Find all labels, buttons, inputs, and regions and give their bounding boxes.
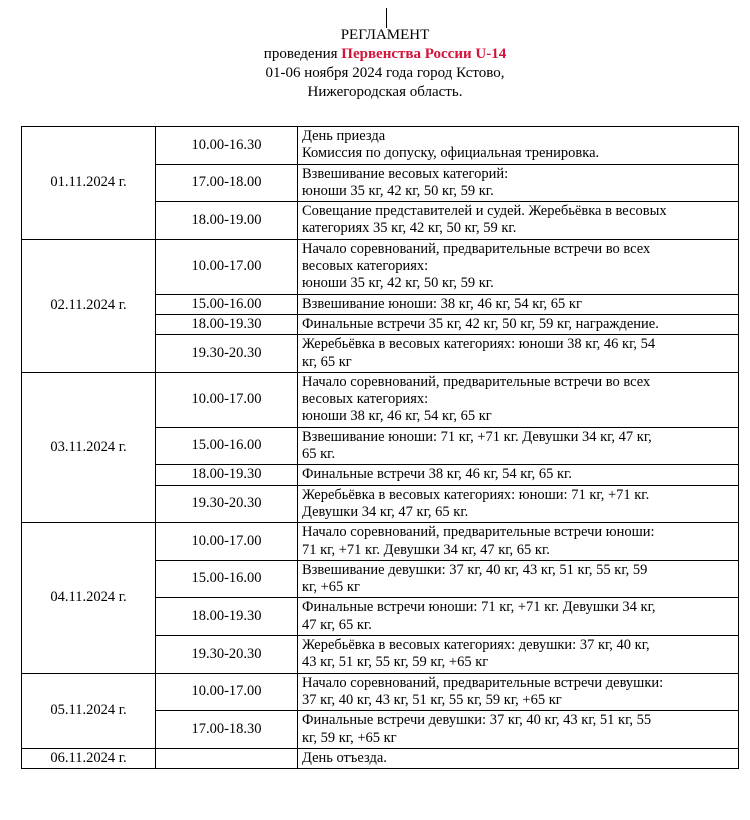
event-cell	[298, 560, 739, 598]
time-cell: 17.00-18.00	[156, 164, 298, 202]
event-cell	[298, 427, 739, 465]
event-cell	[298, 202, 739, 240]
day-date-cell: 03.11.2024 г.	[22, 372, 156, 522]
time-cell: 15.00-16.00	[156, 427, 298, 465]
event-text-line: Финальные встречи 38 кг, 46 кг, 54 кг, 65 кг.	[302, 466, 572, 483]
event-text-line: Финальные встречи юноши: 71 кг, +71 кг. Девушки 34 кг,	[302, 599, 656, 616]
event-text-line: 37 кг, 40 кг, 43 кг, 51 кг, 55 кг, 59 кг, +65 кг	[302, 691, 562, 708]
time-cell: 10.00-16.30	[156, 127, 298, 165]
event-cell	[298, 598, 739, 636]
time-cell: 18.00-19.30	[156, 465, 298, 485]
time-cell: 19.30-20.30	[156, 335, 298, 373]
event-cell	[298, 748, 739, 768]
event-text-line: 43 кг, 51 кг, 55 кг, 59 кг, +65 кг	[302, 654, 489, 671]
event-text-line: 47 кг, 65 кг.	[302, 616, 372, 633]
time-cell: 15.00-16.00	[156, 560, 298, 598]
event-text-line: Жеребьёвка в весовых категориях: юноши 38 кг, 46 кг, 54	[302, 336, 656, 353]
event-text-line: Взвешивание юноши: 71 кг, +71 кг. Девушки 34 кг, 47 кг,	[302, 428, 652, 445]
event-cell	[298, 485, 739, 523]
event-cell	[298, 465, 739, 485]
event-text-line: Начало соревнований, предварительные встречи девушки:	[302, 674, 664, 691]
event-text-line: День приезда	[302, 128, 386, 144]
event-cell	[298, 164, 739, 202]
time-cell: 10.00-17.00	[156, 673, 298, 711]
table-row	[22, 372, 739, 427]
day-date-cell: 04.11.2024 г.	[22, 523, 156, 673]
time-cell: 17.00-18.30	[156, 711, 298, 749]
event-text-line: кг, 59 кг, +65 кг	[302, 729, 397, 746]
time-cell: 19.30-20.30	[156, 636, 298, 674]
event-text-line: Жеребьёвка в весовых категориях: девушки: 37 кг, 40 кг,	[302, 637, 650, 654]
event-cell	[298, 711, 739, 749]
event-text-line: кг, 65 кг	[302, 353, 352, 370]
event-cell	[298, 239, 739, 294]
event-text-line: Финальные встречи 35 кг, 42 кг, 50 кг, 59 кг, награждение.	[302, 315, 659, 332]
table-row	[22, 239, 739, 294]
table-row	[22, 748, 739, 768]
event-text-line: Совещание представителей и судей. Жеребьёвка в весовых	[302, 203, 667, 220]
event-cell	[298, 636, 739, 674]
day-date-cell: 01.11.2024 г.	[22, 127, 156, 240]
event-cell	[298, 372, 739, 427]
event-cell	[298, 127, 739, 165]
time-cell: 10.00-17.00	[156, 239, 298, 294]
event-text-line: весовых категориях:	[302, 258, 429, 275]
event-text-line: кг, +65 кг	[302, 579, 360, 596]
time-cell: 15.00-16.00	[156, 294, 298, 314]
event-text-line: Взвешивание юноши: 38 кг, 46 кг, 54 кг, 65 кг	[302, 295, 582, 312]
event-cell	[298, 673, 739, 711]
schedule-table	[21, 126, 739, 769]
time-cell: 10.00-17.00	[156, 523, 298, 561]
event-text-line: Взвешивание весовых категорий:	[302, 165, 509, 182]
subtitle-prefix: проведения	[263, 46, 342, 62]
event-cell	[298, 523, 739, 561]
day-date-cell: 06.11.2024 г.	[22, 748, 156, 768]
event-text-line: Комиссия по допуску, официальная тренировка.	[302, 145, 600, 162]
dates-city: 01-06 ноября 2024 года город Кстово,	[265, 65, 505, 81]
championship-name: Первенства России U-14	[341, 46, 507, 62]
text-cursor	[386, 8, 387, 28]
time-cell: 10.00-17.00	[156, 372, 298, 427]
time-cell: 18.00-19.00	[156, 202, 298, 240]
event-text-line: День отъезда.	[302, 749, 387, 766]
event-text-line: Жеребьёвка в весовых категориях: юноши: 71 кг, +71 кг.	[302, 486, 650, 503]
time-cell: 18.00-19.30	[156, 314, 298, 334]
time-cell: 18.00-19.30	[156, 598, 298, 636]
event-cell	[298, 314, 739, 334]
event-cell	[298, 335, 739, 373]
time-cell: 19.30-20.30	[156, 485, 298, 523]
event-text-line: Финальные встречи девушки: 37 кг, 40 кг, 43 кг, 51 кг, 55	[302, 712, 652, 729]
event-text-line: весовых категориях:	[302, 391, 429, 408]
event-text-line: юноши 35 кг, 42 кг, 50 кг, 59 кг.	[302, 182, 494, 199]
document-title: РЕГЛАМЕНТ	[340, 27, 430, 43]
table-row	[22, 523, 739, 561]
document-subtitle	[0, 45, 750, 64]
event-text-line: Девушки 34 кг, 47 кг, 65 кг.	[302, 503, 469, 520]
table-row	[22, 127, 739, 165]
event-text-line: юноши 35 кг, 42 кг, 50 кг, 59 кг.	[302, 275, 494, 292]
event-text-line: категориях 35 кг, 42 кг, 50 кг, 59 кг.	[302, 220, 517, 237]
time-cell	[156, 748, 298, 768]
event-cell	[298, 294, 739, 314]
event-text-line: Начало соревнований, предварительные встречи во всех	[302, 240, 651, 257]
document-header	[0, 26, 750, 102]
event-text-line: Начало соревнований, предварительные встречи во всех	[302, 373, 651, 390]
region: Нижегородская область.	[307, 84, 463, 100]
event-text-line: Начало соревнований, предварительные встречи юноши:	[302, 524, 655, 541]
event-text-line: 71 кг, +71 кг. Девушки 34 кг, 47 кг, 65 кг.	[302, 541, 550, 558]
event-text-line: 65 кг.	[302, 446, 336, 463]
event-text-line: Взвешивание девушки: 37 кг, 40 кг, 43 кг, 51 кг, 55 кг, 59	[302, 561, 648, 578]
day-date-cell: 05.11.2024 г.	[22, 673, 156, 748]
table-row	[22, 673, 739, 711]
day-date-cell: 02.11.2024 г.	[22, 239, 156, 372]
event-text-line: юноши 38 кг, 46 кг, 54 кг, 65 кг	[302, 408, 492, 425]
